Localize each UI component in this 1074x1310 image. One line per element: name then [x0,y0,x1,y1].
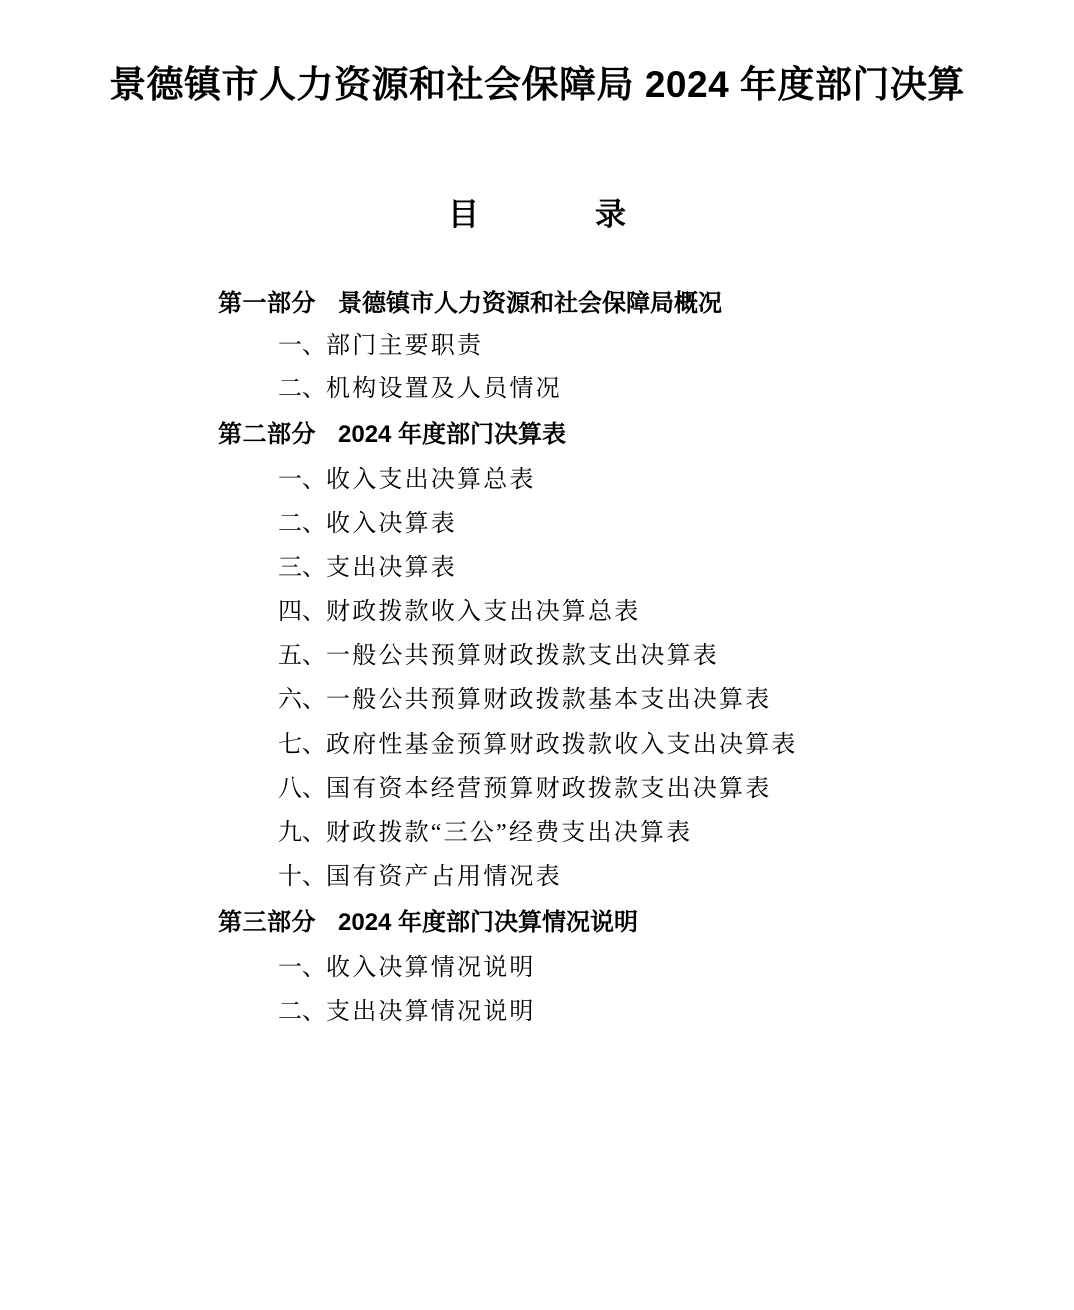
toc-item-label: 支出决算表 [326,554,457,581]
page-title: 景德镇市人力资源和社会保障局 2024 年度部门决算 [109,64,965,105]
table-of-contents [0,288,1074,1028]
toc-part-heading[interactable] [218,288,1074,320]
toc-item-number: 二、 [278,998,326,1025]
toc-item[interactable] [218,818,1074,849]
toc-item-number: 七、 [278,731,326,758]
toc-item[interactable] [218,641,1074,672]
toc-item-label: 一般公共预算财政拨款支出决算表 [326,643,719,670]
toc-item-number: 一、 [278,954,326,981]
toc-item[interactable] [218,774,1074,805]
document-page [0,56,1074,1310]
toc-part-title: 2024 年度部门决算表 [338,421,567,449]
toc-heading: 目 录 [448,197,644,233]
toc-item[interactable] [218,953,1074,984]
toc-item[interactable] [218,730,1074,761]
toc-item-label: 一般公共预算财政拨款基本支出决算表 [326,687,772,714]
toc-item-number: 二、 [278,375,326,402]
toc-item-label: 国有资产占用情况表 [326,864,562,891]
toc-item-label: 机构设置及人员情况 [326,375,562,402]
toc-item-number: 十、 [278,864,326,891]
toc-item-number: 一、 [278,466,326,493]
toc-part-title: 2024 年度部门决算情况说明 [338,909,639,937]
toc-part-label: 第三部分 [218,909,316,937]
toc-item[interactable] [218,465,1074,496]
toc-part-heading[interactable] [218,419,1074,451]
toc-item-label: 财政拨款“三公”经费支出决算表 [326,820,693,846]
toc-item-number: 四、 [278,599,326,626]
toc-item-label: 收入决算情况说明 [326,954,536,981]
toc-item-number: 五、 [278,643,326,670]
toc-item-label: 部门主要职责 [326,332,484,359]
toc-item-number: 九、 [278,820,326,846]
toc-item-number: 一、 [278,332,326,359]
toc-item-label: 国有资本经营预算财政拨款支出决算表 [326,775,772,802]
toc-part-label: 第一部分 [218,290,316,318]
toc-item-label: 收入支出决算总表 [326,466,536,493]
toc-item-label: 收入决算表 [326,510,457,537]
toc-item[interactable] [218,331,1074,362]
toc-item[interactable] [218,553,1074,584]
toc-part-heading[interactable] [218,907,1074,939]
toc-item[interactable] [218,374,1074,405]
toc-item-number: 三、 [278,554,326,581]
toc-part-title: 景德镇市人力资源和社会保障局概况 [338,290,722,318]
toc-item[interactable] [218,597,1074,628]
toc-item[interactable] [218,509,1074,540]
toc-item-number: 八、 [278,775,326,802]
toc-item-label: 财政拨款收入支出决算总表 [326,599,641,626]
toc-item-label: 政府性基金预算财政拨款收入支出决算表 [326,731,798,758]
toc-item[interactable] [218,997,1074,1028]
toc-item[interactable] [218,862,1074,893]
toc-item-label: 支出决算情况说明 [326,998,536,1025]
toc-item-number: 二、 [278,510,326,537]
toc-item-number: 六、 [278,687,326,714]
toc-item[interactable] [218,685,1074,716]
toc-part-label: 第二部分 [218,421,316,449]
